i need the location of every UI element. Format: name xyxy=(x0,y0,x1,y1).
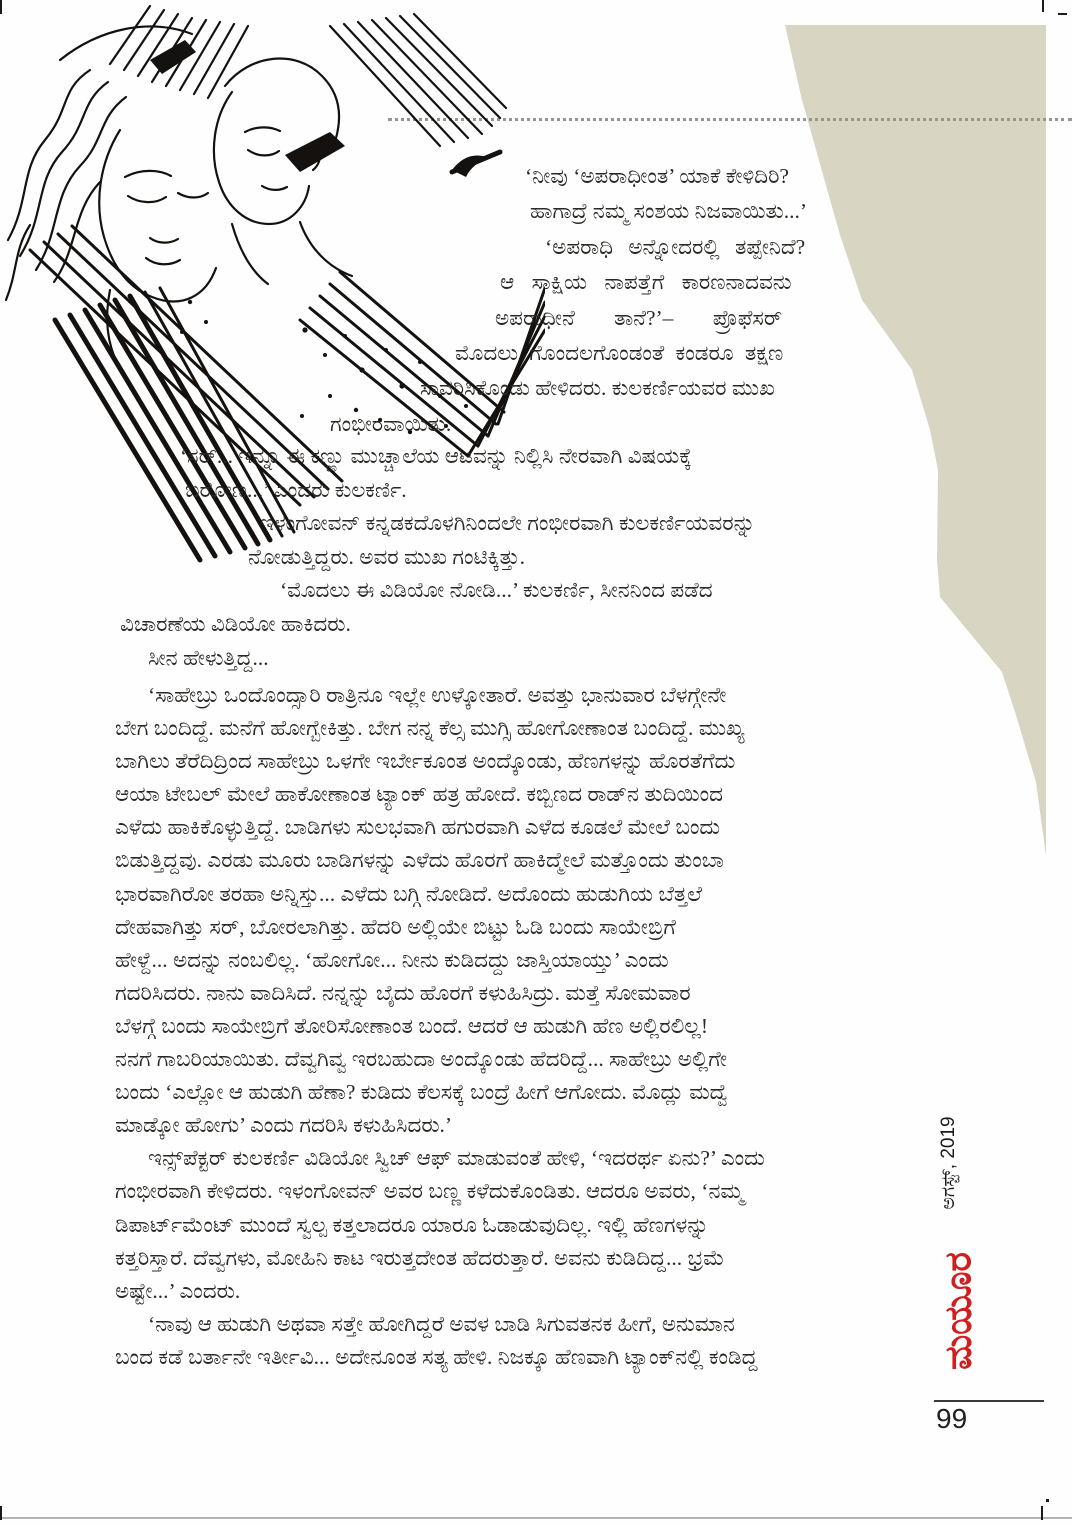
text-line: ‘ಸಾಹೇಬ್ರು ಒಂದೊಂದ್ಸಾರಿ ರಾತ್ರಿನೂ ಇಲ್ಲೇ ಉಳ್ಕೋತಾರೆ. ಅವತ್ತು ಭಾನುವಾರ ಬೆಳಗ್ಗೇನೇ xyxy=(148,683,727,707)
page-number-rule xyxy=(934,1400,1044,1402)
page-number: 99 xyxy=(936,1403,968,1434)
text-line: ಬಿಡುತ್ತಿದ್ದವು. ಎರಡು ಮೂರು ಬಾಡಿಗಳನ್ನು ಎಳೆದು ಹೊರಗೆ ಹಾಕಿದ್ಮೇಲೆ ಮತ್ತೊಂದು ತುಂಬಾ xyxy=(115,848,724,873)
print-mark xyxy=(1058,13,1067,15)
text-line: ‘ನೀವು ‘ಅಪರಾಧೀಂತ’ ಯಾಕೆ ಕೇಳಿದಿರಿ? xyxy=(525,164,789,188)
text-line: ಬರೋಣ...’ ಎಂದರು ಕುಲಕರ್ಣಿ. xyxy=(185,477,407,502)
text-line: ಗದರಿಸಿದರು. ನಾನು ವಾದಿಸಿದೆ. ನನ್ನನ್ನು ಬೈದು ಹೊರಗೆ ಕಳುಹಿಸಿದ್ರು. ಮತ್ತೆ ಸೋಮವಾರ xyxy=(115,980,691,1005)
text-line: ಗಂಭೀರವಾಯಿತು. xyxy=(330,411,452,436)
text-line: ಬಾಗಿಲು ತೆರೆದಿದ್ರಿಂದ ಸಾಹೇಬ್ರು ಒಳಗೇ ಇರ್ಬೇಕೂಂತ ಅಂದ್ಕೊಂಡು, ಹೆಣಗಳನ್ನು ಹೊರತೆಗೆದು xyxy=(115,749,736,774)
text-line: ಅಷ್ಟೇ...’ ಎಂದರು. xyxy=(115,1278,241,1303)
text-line: ‘ಸರ್... ಇನ್ನೂ ಈ ಕಣ್ಣು ಮುಚ್ಚಾಲೆಯ ಆಟವನ್ನು ನಿಲ್ಲಿಸಿ ನೇರವಾಗಿ ವಿಷಯಕ್ಕೆ xyxy=(180,444,692,468)
print-mark xyxy=(0,1506,2,1520)
text-line: ಡಿಪಾರ್ಟ್‌ಮೆಂಟ್ ಮುಂದೆ ಸ್ವಲ್ಪ ಕತ್ತಲಾದರೂ ಯಾರೂ ಓಡಾಡುವುದಿಲ್ಲ. ಇಲ್ಲಿ ಹೆಣಗಳನ್ನು xyxy=(115,1212,709,1237)
page-bottom-edge xyxy=(0,1517,1072,1519)
text-line: ಆ ಸಾಕ್ಷಿಯ ನಾಪತ್ತೆಗೆ ಕಾರಣನಾದವನು xyxy=(500,270,792,295)
text-line: ‘ಅಪರಾಧಿ ಅನ್ನೋದರಲ್ಲಿ ತಪ್ಪೇನಿದೆ? xyxy=(545,234,806,259)
text-line: ವಿಚಾರಣೆಯ ವಿಡಿಯೋ ಹಾಕಿದರು. xyxy=(120,611,351,636)
text-line: ಇನ್ಸ್‌ಪೆಕ್ಟರ್ ಕುಲಕರ್ಣಿ ವಿಡಿಯೋ ಸ್ವಿಚ್ ಆಫ್ ಮಾಡುವಂತೆ ಹೇಳಿ, ‘ಇದರರ್ಥ ಏನು?’ ಎಂದು xyxy=(148,1146,765,1171)
text-line: ಎಳೆದು ಹಾಕಿಕೊಳ್ಳುತ್ತಿದ್ದೆ. ಬಾಡಿಗಳು ಸುಲಭವಾಗಿ ಹಗುರವಾಗಿ ಎಳೆದ ಕೂಡಲೆ ಮೇಲೆ ಬಂದು xyxy=(115,815,721,840)
print-mark xyxy=(1046,1499,1049,1502)
text-line: ಗಂಭೀರವಾಗಿ ಕೇಳಿದರು. ಇಳಂಗೋವನ್ ಅವರ ಬಣ್ಣ ಕಳೆದುಕೊಂಡಿತು. ಆದರೂ ಅವರು, ‘ನಮ್ಮ xyxy=(115,1179,744,1204)
text-line: ‘ಮೊದಲು ಈ ವಿಡಿಯೋ ನೋಡಿ...’ ಕುಲಕರ್ಣಿ, ಸೀನನಿಂದ ಪಡೆದ xyxy=(280,578,713,603)
magazine-title-vertical: ಮಯೂರ xyxy=(938,1252,980,1370)
text-line: ನನಗೆ ಗಾಬರಿಯಾಯಿತು. ದೆವ್ವಗಿವ್ವ ಇರಬಹುದಾ ಅಂದ್ಕೊಂಡು ಹೆದರಿದ್ದೆ... ಸಾಹೇಬ್ರು ಅಲ್ಲಿಗೇ xyxy=(115,1047,727,1072)
text-line: ಬೇಗ ಬಂದಿದ್ದೆ. ಮನೆಗೆ ಹೋಗ್ಬೇಕಿತ್ತು. ಬೇಗ ನನ್ನ ಕೆಲ್ಸ ಮುಗ್ಸಿ ಹೋಗೋಣಾಂತ ಬಂದಿದ್ದೆ. ಮುಖ್ಯ xyxy=(115,716,745,741)
text-line: ಸೀನ ಹೇಳುತ್ತಿದ್ದ... xyxy=(148,645,269,670)
text-line: ಮಾಡ್ಕೋ ಹೋಗು’ ಎಂದು ಗದರಿಸಿ ಕಳುಹಿಸಿದರು.’ xyxy=(115,1113,453,1138)
opening-quote-block xyxy=(115,159,927,442)
issue-date-vertical: ಅಗಸ್ಟ್, 2019 xyxy=(938,1116,959,1210)
print-mark xyxy=(1041,1506,1043,1520)
text-line: ಹಾಗಾದ್ರೆ ನಮ್ಮ ಸಂಶಯ ನಿಜವಾಯಿತು...’ xyxy=(530,199,808,224)
text-line: ದೇಹವಾಗಿತ್ತು ಸರ್, ಬೋರಲಾಗಿತ್ತು. ಹೆದರಿ ಅಲ್ಲಿಯೇ ಬಿಟ್ಟು ಓಡಿ ಬಂದು ಸಾಯೇಬ್ರಿಗೆ xyxy=(115,914,676,939)
text-line: ‘ನಾವು ಆ ಹುಡುಗಿ ಅಥವಾ ಸತ್ತೇ ಹೋಗಿದ್ದರೆ ಅವಳ ಬಾಡಿ ಸಿಗುವತನಕ ಹೀಗೆ, ಅನುಮಾನ xyxy=(148,1311,735,1336)
text-line: ಅಪರಾಧೀನೆ ತಾನೆ?’– ಪ್ರೊಫೆಸರ್ xyxy=(495,305,783,330)
text-line: ಸಾವರಿಸಿಕೊಂಡು ಹೇಳಿದರು. ಕುಲಕರ್ಣಿಯವರ ಮುಖ xyxy=(420,376,775,401)
text-line: ಹೇಳ್ದೆ... ಅದನ್ನು ನಂಬಲಿಲ್ಲ. ‘ಹೋಗೋ... ನೀನು ಕುಡಿದದ್ದು ಜಾಸ್ತಿಯಾಯ್ತು’ ಎಂದು xyxy=(115,947,669,972)
dialogue-block xyxy=(115,440,927,675)
story-body-block xyxy=(115,679,927,1374)
text-line: ಬಂದ ಕಡೆ ಬರ್ತಾನೇ ಇರ್ತೀವಿ... ಅದೇನೂಂತ ಸತ್ಯ ಹೇಳಿ. ನಿಜಕ್ಕೂ ಹೆಣವಾಗಿ ಟ್ಯಾಂಕ್‌ನಲ್ಲಿ ಕಂಡಿದ್ದ xyxy=(115,1344,758,1369)
print-mark xyxy=(0,0,2,14)
text-line: ಭಾರವಾಗಿರೋ ತರಹಾ ಅನ್ನಿಸ್ತು... ಎಳೆದು ಬಗ್ಗಿ ನೋಡಿದೆ. ಅದೊಂದು ಹುಡುಗಿಯ ಬೆತ್ತಲೆ xyxy=(115,881,702,906)
text-line: ಕತ್ತರಿಸ್ತಾರೆ. ದೆವ್ವಗಳು, ಮೋಹಿನಿ ಕಾಟ ಇರುತ್ತದೇಂತ ಹೆದರುತ್ತಾರೆ. ಅವನು ಕುಡಿದಿದ್ದ... ಭ್ರಮೆ xyxy=(115,1245,725,1270)
text-line: ನೋಡುತ್ತಿದ್ದರು. ಅವರ ಮುಖ ಗಂಟಿಕ್ಕಿತ್ತು. xyxy=(248,544,526,569)
print-mark xyxy=(1042,0,1044,12)
text-line: ಇಳಂಗೋವನ್ ಕನ್ನಡಕದೊಳಗಿನಿಂದಲೇ ಗಂಭೀರವಾಗಿ ಕುಲಕರ್ಣಿಯವರನ್ನು xyxy=(260,511,756,536)
text-line: ಬಂದು ‘ಎಲ್ಲೋ ಆ ಹುಡುಗಿ ಹೆಣಾ? ಕುಡಿದು ಕೆಲಸಕ್ಕೆ ಬಂದ್ರೆ ಹೀಗೆ ಆಗೋದು. ಮೊದ್ಲು ಮದ್ವೆ xyxy=(115,1080,729,1105)
text-line: ಮೊದಲು ಗೊಂದಲಗೊಂಡಂತೆ ಕಂಡರೂ ತಕ್ಷಣ xyxy=(455,341,784,366)
text-line: ಬೆಳಗ್ಗೆ ಬಂದು ಸಾಯೇಬ್ರಿಗೆ ತೋರಿಸೋಣಾಂತ ಬಂದೆ. ಆದರೆ ಆ ಹುಡುಗಿ ಹೆಣ ಅಲ್ಲಿರಲಿಲ್ಲ! xyxy=(115,1013,708,1038)
text-line: ಆಯಾ ಟೇಬಲ್ ಮೇಲೆ ಹಾಕೋಣಾಂತ ಟ್ಯಾಂಕ್ ಹತ್ರ ಹೋದೆ. ಕಬ್ಬಿಣದ ರಾಡ್‌ನ ತುದಿಯಿಂದ xyxy=(115,782,724,807)
